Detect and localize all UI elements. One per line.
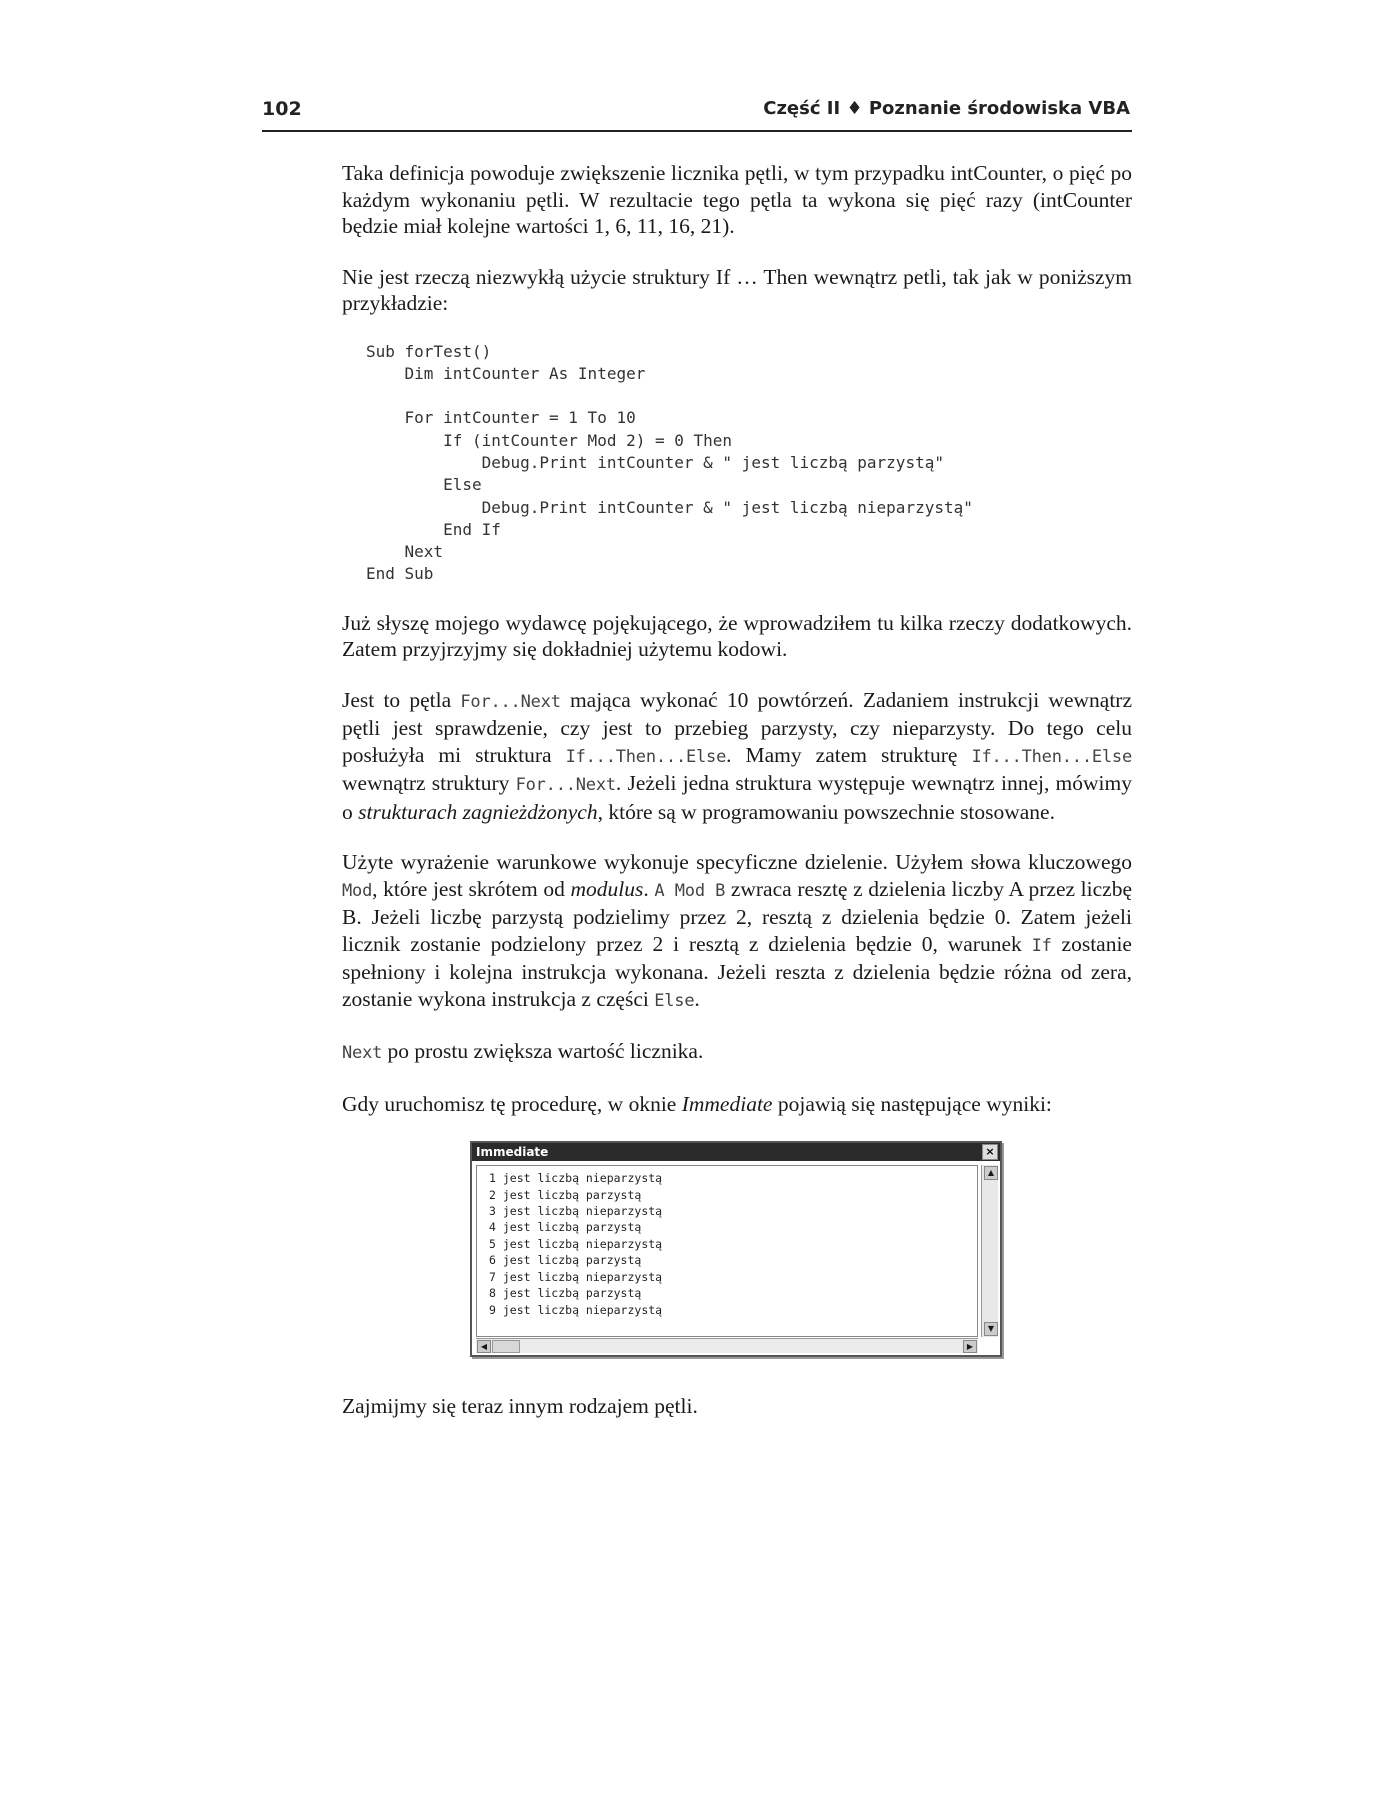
output-line: 2 jest liczbą parzystą <box>489 1187 642 1202</box>
italic-term: Immediate <box>681 1091 773 1116</box>
paragraph-2: Nie jest rzeczą niezwykłą użycie struktury If … Then wewnątrz petli, tak jak w poniższym przykładzie: <box>342 264 1132 315</box>
paragraph-3: Już słyszę mojego wydawcę pojękującego, że wprowadziłem tu kilka rzeczy dodatkowych. Zatem przyjrzyjmy się dokładniej użytemu kodowi. <box>342 610 1132 662</box>
output-line: 5 jest liczbą nieparzystą <box>489 1236 663 1251</box>
text-run: , które jest skrótem od <box>372 876 571 901</box>
text-run: pojawią się następujące wyniki: <box>772 1091 1052 1116</box>
paragraph-8: Zajmijmy się teraz innym rodzajem pętli. <box>342 1394 698 1419</box>
code-listing <box>366 341 1132 586</box>
code-line: Debug.Print intCounter & " jest liczbą parzystą" <box>366 452 944 472</box>
scroll-right-arrow-icon[interactable]: ▶ <box>963 1340 977 1353</box>
output-line: 1 jest liczbą nieparzystą <box>489 1171 663 1186</box>
inline-code: If...Then...Else <box>971 746 1132 767</box>
paragraph-6 <box>342 1038 1132 1067</box>
page-header <box>262 96 1132 132</box>
code-line <box>366 385 1132 407</box>
scroll-up-arrow-icon[interactable]: ▲ <box>984 1166 998 1180</box>
code-line: Dim intCounter As Integer <box>366 363 646 383</box>
page-number: 102 <box>262 98 302 120</box>
paragraph-5 <box>342 849 1132 1014</box>
immediate-output[interactable] <box>476 1165 978 1337</box>
immediate-titlebar[interactable] <box>472 1143 1000 1161</box>
italic-term: modulus <box>570 876 644 901</box>
page-content <box>342 160 1132 1444</box>
text-run: mająca wykonać 10 powtórzeń. Zadaniem instrukcji wewnątrz pętli jest sprawdzenie, czy jest to przebieg parzysty, czy nieparzysty. Do tego celu posłużyła mi struktura <box>342 687 1132 767</box>
vertical-scrollbar[interactable] <box>981 1165 998 1337</box>
output-line: 6 jest liczbą parzystą <box>489 1253 642 1268</box>
code-line: If (intCounter Mod 2) = 0 Then <box>366 430 733 450</box>
scroll-thumb[interactable] <box>492 1340 520 1353</box>
text-run: Użyte wyrażenie warunkowe wykonuje specyficzne dzielenie. Użyłem słowa kluczowego <box>342 850 1132 875</box>
inline-code: Next <box>342 1043 383 1064</box>
output-line: 9 jest liczbą nieparzystą <box>489 1302 663 1317</box>
immediate-title: Immediate <box>476 1145 549 1160</box>
paragraph-7 <box>342 1091 1132 1118</box>
code-line: Debug.Print intCounter & " jest liczbą nieparzystą" <box>366 497 973 517</box>
inline-code: If <box>1031 935 1052 956</box>
paragraph-1: Taka definicja powoduje zwiększenie licznika pętli, w tym przypadku intCounter, o pięć po każdym wykonaniu pętli. W rezultacie tego pętla ta wykona się pięć razy (intCounter będzie miał kolejne wartości 1, 6, 11, 16, 21). <box>342 161 1132 238</box>
text-run: , które są w programowaniu powszechnie stosowane. <box>597 799 1055 824</box>
text-run: Jest to pętla <box>342 687 461 712</box>
horizontal-scrollbar[interactable] <box>476 1338 978 1353</box>
inline-code: Else <box>654 990 695 1011</box>
running-title: Część II ♦ Poznanie środowiska VBA <box>763 98 1130 119</box>
italic-term: strukturach zagnieżdżonych <box>358 799 598 824</box>
output-line: 8 jest liczbą parzystą <box>489 1286 642 1301</box>
text-run: zostanie spełniony i kolejna instrukcja wykonana. Jeżeli reszta z dzielenia będzie różna od zera, zostanie wykona instrukcja z części <box>342 931 1132 1011</box>
close-icon[interactable]: × <box>982 1144 998 1160</box>
text-run: wewnątrz struktury <box>342 771 516 796</box>
inline-code: Mod <box>342 880 373 901</box>
inline-code: A Mod B <box>654 880 726 901</box>
text-run: Gdy uruchomisz tę procedurę, w oknie <box>342 1091 682 1116</box>
output-line: 7 jest liczbą nieparzystą <box>489 1269 663 1284</box>
paragraph-4 <box>342 687 1132 826</box>
text-run: . Jeżeli jedna struktura występuje wewnątrz innej, mówimy o <box>342 771 1133 824</box>
code-line: Next <box>366 542 444 562</box>
code-line: End Sub <box>366 564 434 584</box>
code-line: Else <box>366 475 482 495</box>
immediate-window <box>470 1141 1002 1357</box>
code-line: For intCounter = 1 To 10 <box>366 408 636 428</box>
scroll-down-arrow-icon[interactable]: ▼ <box>984 1322 998 1336</box>
text-run: . <box>694 986 700 1011</box>
text-run: zwraca resztę z dzielenia liczby A przez liczbę B. Jeżeli liczbę parzystą podzielimy przez 2, resztą z dzielenia będzie 0. Zatem jeżeli licznik zostanie podzielony przez 2 i resztą z dzielenia będzie 0, warunek <box>342 876 1132 956</box>
scroll-left-arrow-icon[interactable]: ◀ <box>477 1340 491 1353</box>
text-run: . Mamy zatem strukturę <box>726 742 972 767</box>
output-line: 4 jest liczbą parzystą <box>489 1220 642 1235</box>
inline-code: For...Next <box>460 691 561 712</box>
inline-code: If...Then...Else <box>565 746 727 767</box>
output-line: 3 jest liczbą nieparzystą <box>489 1204 663 1219</box>
text-run: po prostu zwiększa wartość licznika. <box>382 1039 704 1064</box>
code-line: Sub forTest() <box>366 341 492 361</box>
immediate-figure <box>342 1141 1132 1393</box>
code-line: End If <box>366 519 501 539</box>
text-run: . <box>643 876 655 901</box>
inline-code: For...Next <box>515 775 616 796</box>
